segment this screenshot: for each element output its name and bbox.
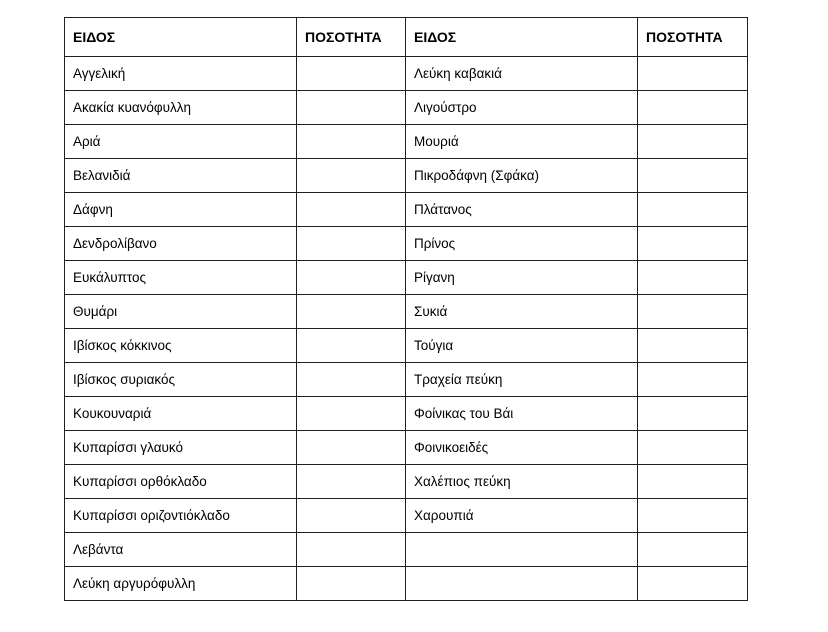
quantity-cell-right[interactable]: [638, 91, 748, 125]
quantity-cell-right[interactable]: [638, 329, 748, 363]
species-cell-left: Δενδρολίβανο: [65, 227, 297, 261]
quantity-cell-left[interactable]: [297, 91, 406, 125]
quantity-cell-right[interactable]: [638, 159, 748, 193]
quantity-cell-left[interactable]: [297, 125, 406, 159]
species-cell-left: Ακακία κυανόφυλλη: [65, 91, 297, 125]
table-row: [65, 159, 748, 193]
table-row: [65, 57, 748, 91]
species-cell-left: Αριά: [65, 125, 297, 159]
species-cell-right: Πικροδάφνη (Σφάκα): [406, 159, 638, 193]
quantity-cell-left[interactable]: [297, 431, 406, 465]
quantity-cell-left[interactable]: [297, 567, 406, 601]
species-cell-right: Φοίνικας του Βάι: [406, 397, 638, 431]
quantity-cell-right[interactable]: [638, 431, 748, 465]
species-cell-left: Δάφνη: [65, 193, 297, 227]
species-cell-left: Ιβίσκος συριακός: [65, 363, 297, 397]
table-row: [65, 193, 748, 227]
species-cell-right: Συκιά: [406, 295, 638, 329]
table-row: [65, 261, 748, 295]
table-row: [65, 329, 748, 363]
table-row: [65, 397, 748, 431]
table-row: [65, 91, 748, 125]
quantity-cell-right[interactable]: [638, 57, 748, 91]
quantity-cell-right[interactable]: [638, 227, 748, 261]
table-row: [65, 499, 748, 533]
species-cell-right: [406, 533, 638, 567]
quantity-cell-left[interactable]: [297, 295, 406, 329]
species-cell-right: Πρίνος: [406, 227, 638, 261]
quantity-cell-left[interactable]: [297, 465, 406, 499]
quantity-cell-left[interactable]: [297, 227, 406, 261]
table-row: [65, 295, 748, 329]
species-quantity-table: [64, 17, 748, 601]
species-cell-right: Τούγια: [406, 329, 638, 363]
species-cell-left: Κυπαρίσσι ορθόκλαδο: [65, 465, 297, 499]
species-cell-right: Λεύκη καβακιά: [406, 57, 638, 91]
species-cell-left: Θυμάρι: [65, 295, 297, 329]
header-quantity-left: ΠΟΣΟΤΗΤΑ: [297, 18, 406, 57]
species-cell-left: Κυπαρίσσι γλαυκό: [65, 431, 297, 465]
species-cell-left: Ιβίσκος κόκκινος: [65, 329, 297, 363]
species-cell-right: Φοινικοειδές: [406, 431, 638, 465]
species-cell-right: Ρίγανη: [406, 261, 638, 295]
species-cell-left: Λεβάντα: [65, 533, 297, 567]
quantity-cell-left[interactable]: [297, 57, 406, 91]
table-row: [65, 567, 748, 601]
quantity-cell-left[interactable]: [297, 499, 406, 533]
table-row: [65, 125, 748, 159]
quantity-cell-left[interactable]: [297, 159, 406, 193]
quantity-cell-left[interactable]: [297, 363, 406, 397]
quantity-cell-right[interactable]: [638, 363, 748, 397]
species-cell-right: Χαλέπιος πεύκη: [406, 465, 638, 499]
quantity-cell-right[interactable]: [638, 397, 748, 431]
quantity-cell-right[interactable]: [638, 261, 748, 295]
quantity-cell-right[interactable]: [638, 193, 748, 227]
species-cell-left: Κουκουναριά: [65, 397, 297, 431]
species-cell-left: Αγγελική: [65, 57, 297, 91]
table-row: [65, 431, 748, 465]
quantity-cell-right[interactable]: [638, 567, 748, 601]
species-cell-left: Λεύκη αργυρόφυλλη: [65, 567, 297, 601]
quantity-cell-right[interactable]: [638, 465, 748, 499]
table-row: [65, 465, 748, 499]
quantity-cell-right[interactable]: [638, 499, 748, 533]
header-species-right: ΕΙΔΟΣ: [406, 18, 638, 57]
species-cell-right: Λιγούστρο: [406, 91, 638, 125]
quantity-cell-left[interactable]: [297, 193, 406, 227]
table-body: [65, 57, 748, 601]
table-row: [65, 533, 748, 567]
species-cell-right: [406, 567, 638, 601]
species-cell-left: Κυπαρίσσι οριζοντιόκλαδο: [65, 499, 297, 533]
header-species-left: ΕΙΔΟΣ: [65, 18, 297, 57]
quantity-cell-right[interactable]: [638, 295, 748, 329]
species-cell-right: Τραχεία πεύκη: [406, 363, 638, 397]
species-cell-right: Μουριά: [406, 125, 638, 159]
species-cell-right: Πλάτανος: [406, 193, 638, 227]
table-row: [65, 363, 748, 397]
table-header-row: [65, 18, 748, 57]
quantity-cell-left[interactable]: [297, 261, 406, 295]
table-row: [65, 227, 748, 261]
quantity-cell-left[interactable]: [297, 533, 406, 567]
quantity-cell-left[interactable]: [297, 329, 406, 363]
species-cell-left: Βελανιδιά: [65, 159, 297, 193]
quantity-cell-right[interactable]: [638, 125, 748, 159]
quantity-cell-right[interactable]: [638, 533, 748, 567]
species-cell-right: Χαρουπιά: [406, 499, 638, 533]
quantity-cell-left[interactable]: [297, 397, 406, 431]
header-quantity-right: ΠΟΣΟΤΗΤΑ: [638, 18, 748, 57]
species-cell-left: Ευκάλυπτος: [65, 261, 297, 295]
